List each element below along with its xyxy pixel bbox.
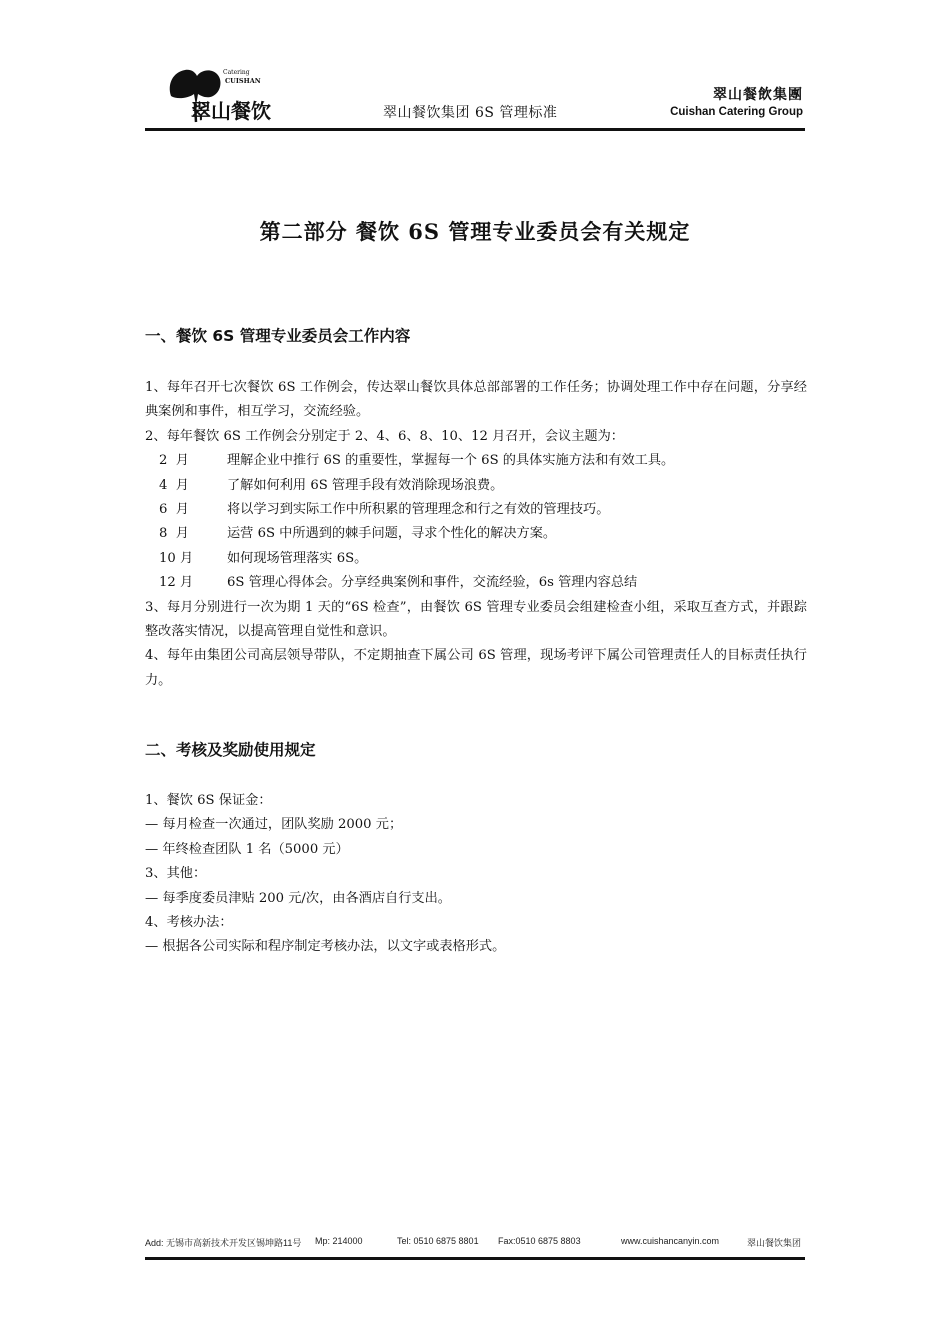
- month-row: [145, 522, 807, 546]
- footer-website[interactable]: www.cuishancanyin.com: [621, 1236, 720, 1246]
- page-title: 第二部分 餐饮 6S 管理专业委员会有关规定: [259, 219, 691, 244]
- footer-company: 翠山餐饮集团: [747, 1238, 802, 1248]
- footer-tel: Tel: 0510 6875 8801: [397, 1236, 479, 1246]
- section-1-heading: 一、餐饮 6S 管理专业委员会工作内容: [145, 327, 411, 345]
- svg-text:翠山餐饮: 翠山餐饮: [191, 99, 271, 123]
- month-topic: 如何现场管理落实 6S。: [227, 550, 368, 566]
- paragraph-1: 1、每年召开七次餐饮 6S 工作例会，传达翠山餐饮具体总部部署的工作任务；协调处理工作中存在问题，分享经典案例和事件，相互学习，交流经验。: [145, 380, 807, 420]
- paragraph-2: 2、每年餐饮 6S 工作例会分别定于 2、4、6、8、10、12 月召开，会议主题为：: [145, 428, 624, 444]
- month-row: [145, 449, 807, 473]
- section-2-heading: 二、考核及奖励使用规定: [145, 741, 316, 759]
- month-row: [145, 547, 807, 571]
- month-label: 8 月: [159, 526, 189, 542]
- month-row: [145, 498, 807, 522]
- footer-divider: [145, 1257, 805, 1260]
- section-2-body: [145, 789, 807, 960]
- month-topic: 6S 管理心得体会。分享经典案例和事件，交流经验，6s 管理内容总结: [227, 575, 638, 591]
- list-item: 3、其他：: [145, 866, 207, 882]
- svg-text:CUISHAN: CUISHAN: [225, 77, 261, 85]
- month-topic: 将以学习到实际工作中所积累的管理理念和行之有效的管理技巧。: [227, 502, 610, 518]
- footer-fax: Fax:0510 6875 8803: [498, 1236, 581, 1246]
- month-label: 4 月: [159, 477, 189, 493]
- page-header: [145, 62, 805, 130]
- header-title: 翠山餐饮集团 6S 管理标准: [383, 105, 558, 121]
- header-divider: [145, 128, 805, 131]
- list-item: — 年终检查团队 1 名（5000 元）: [145, 841, 349, 857]
- list-item: — 每月检查一次通过，团队奖励 2000 元；: [145, 817, 403, 833]
- list-item: — 每季度委员津贴 200 元/次，由各酒店自行支出。: [145, 890, 451, 906]
- paragraph-3: 3、每月分别进行一次为期 1 天的“6S 检查”，由餐饮 6S 管理专业委员会组建检查小组，采取互查方式，并跟踪整改落实情况，以提高管理自觉性和意识。: [145, 599, 807, 640]
- footer-address: Add: 无锡市高新技术开发区锡坤路11号: [145, 1238, 302, 1248]
- month-topic: 了解如何利用 6S 管理手段有效消除现场浪费。: [227, 477, 504, 493]
- month-row: [145, 571, 807, 595]
- month-row: [145, 474, 807, 498]
- page-footer: [145, 1236, 805, 1250]
- month-label: 10 月: [159, 550, 194, 566]
- month-topic: 运营 6S 中所遇到的棘手问题，寻求个性化的解决方案。: [227, 526, 557, 542]
- list-item: — 根据各公司实际和程序制定考核办法，以文字或表格形式。: [145, 939, 506, 955]
- footer-postcode: Mp: 214000: [315, 1236, 363, 1246]
- month-label: 12 月: [159, 575, 194, 591]
- section-1-body: [145, 376, 807, 693]
- list-item: 1、餐饮 6S 保证金：: [145, 793, 272, 808]
- brand-name-cn: 翠山餐飲集團: [713, 87, 803, 103]
- month-topic: 理解企业中推行 6S 的重要性，掌握每一个 6S 的具体实施方法和有效工具。: [227, 453, 675, 469]
- ginkgo-logo-icon: [163, 66, 293, 124]
- month-label: 6 月: [159, 502, 189, 518]
- brand-block: [670, 84, 803, 118]
- paragraph-4: 4、每年由集团公司高层领导带队，不定期抽查下属公司 6S 管理，现场考评下属公司管理责任人的目标责任执行力。: [145, 648, 807, 688]
- svg-text:Catering: Catering: [223, 69, 250, 76]
- month-label: 2 月: [159, 453, 189, 469]
- brand-name-en: Cuishan Catering Group: [670, 106, 803, 118]
- list-item: 4、考核办法：: [145, 915, 233, 931]
